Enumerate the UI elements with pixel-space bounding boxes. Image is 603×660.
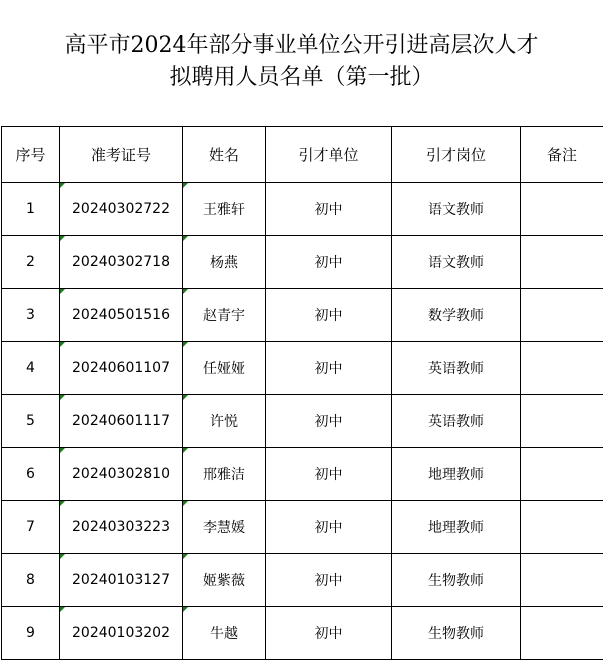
cell-remarks xyxy=(521,501,603,554)
cell-remarks xyxy=(521,607,603,660)
table-header-row xyxy=(2,127,603,183)
cell-name: 赵青宇 xyxy=(183,289,266,342)
cell-unit: 初中 xyxy=(266,501,392,554)
cell-exam-number: 20240103202 xyxy=(60,607,183,660)
cell-index: 7 xyxy=(2,501,60,554)
cell-unit: 初中 xyxy=(266,607,392,660)
cell-name: 任娅娅 xyxy=(183,342,266,395)
header-name: 姓名 xyxy=(183,127,266,183)
cell-remarks xyxy=(521,342,603,395)
cell-name: 姬紫薇 xyxy=(183,554,266,607)
table-row xyxy=(2,501,603,554)
cell-index: 3 xyxy=(2,289,60,342)
cell-name: 李慧媛 xyxy=(183,501,266,554)
cell-position: 语文教师 xyxy=(392,183,521,236)
document-title xyxy=(0,30,603,94)
cell-index: 9 xyxy=(2,607,60,660)
table-row xyxy=(2,395,603,448)
cell-remarks xyxy=(521,554,603,607)
cell-unit: 初中 xyxy=(266,448,392,501)
cell-position: 语文教师 xyxy=(392,236,521,289)
cell-remarks xyxy=(521,236,603,289)
cell-exam-number: 20240501516 xyxy=(60,289,183,342)
cell-name: 牛越 xyxy=(183,607,266,660)
cell-position: 生物教师 xyxy=(392,607,521,660)
header-exam-number: 准考证号 xyxy=(60,127,183,183)
cell-remarks xyxy=(521,395,603,448)
cell-index: 4 xyxy=(2,342,60,395)
cell-unit: 初中 xyxy=(266,342,392,395)
cell-index: 1 xyxy=(2,183,60,236)
cell-name: 杨燕 xyxy=(183,236,266,289)
cell-remarks xyxy=(521,289,603,342)
table-row xyxy=(2,289,603,342)
cell-index: 6 xyxy=(2,448,60,501)
cell-unit: 初中 xyxy=(266,236,392,289)
cell-exam-number: 20240303223 xyxy=(60,501,183,554)
cell-exam-number: 20240601117 xyxy=(60,395,183,448)
header-remarks: 备注 xyxy=(521,127,603,183)
cell-exam-number: 20240302810 xyxy=(60,448,183,501)
header-unit: 引才单位 xyxy=(266,127,392,183)
hiring-list-table xyxy=(1,126,603,660)
title-line-2: 拟聘用人员名单（第一批） xyxy=(0,62,603,94)
cell-exam-number: 20240302718 xyxy=(60,236,183,289)
cell-index: 5 xyxy=(2,395,60,448)
cell-index: 2 xyxy=(2,236,60,289)
cell-position: 地理教师 xyxy=(392,501,521,554)
cell-exam-number: 20240601107 xyxy=(60,342,183,395)
cell-exam-number: 20240302722 xyxy=(60,183,183,236)
table-row xyxy=(2,342,603,395)
cell-remarks xyxy=(521,448,603,501)
table-row xyxy=(2,183,603,236)
cell-unit: 初中 xyxy=(266,289,392,342)
title-line-1: 高平市2024年部分事业单位公开引进高层次人才 xyxy=(0,30,603,62)
cell-position: 英语教师 xyxy=(392,395,521,448)
cell-position: 数学教师 xyxy=(392,289,521,342)
header-position: 引才岗位 xyxy=(392,127,521,183)
cell-name: 邢雅洁 xyxy=(183,448,266,501)
cell-index: 8 xyxy=(2,554,60,607)
cell-unit: 初中 xyxy=(266,395,392,448)
cell-exam-number: 20240103127 xyxy=(60,554,183,607)
header-index: 序号 xyxy=(2,127,60,183)
cell-name: 许悦 xyxy=(183,395,266,448)
table-row xyxy=(2,448,603,501)
cell-position: 生物教师 xyxy=(392,554,521,607)
cell-remarks xyxy=(521,183,603,236)
cell-position: 地理教师 xyxy=(392,448,521,501)
table-row xyxy=(2,607,603,660)
cell-unit: 初中 xyxy=(266,183,392,236)
cell-position: 英语教师 xyxy=(392,342,521,395)
table-row xyxy=(2,236,603,289)
cell-name: 王雅轩 xyxy=(183,183,266,236)
table-row xyxy=(2,554,603,607)
cell-unit: 初中 xyxy=(266,554,392,607)
